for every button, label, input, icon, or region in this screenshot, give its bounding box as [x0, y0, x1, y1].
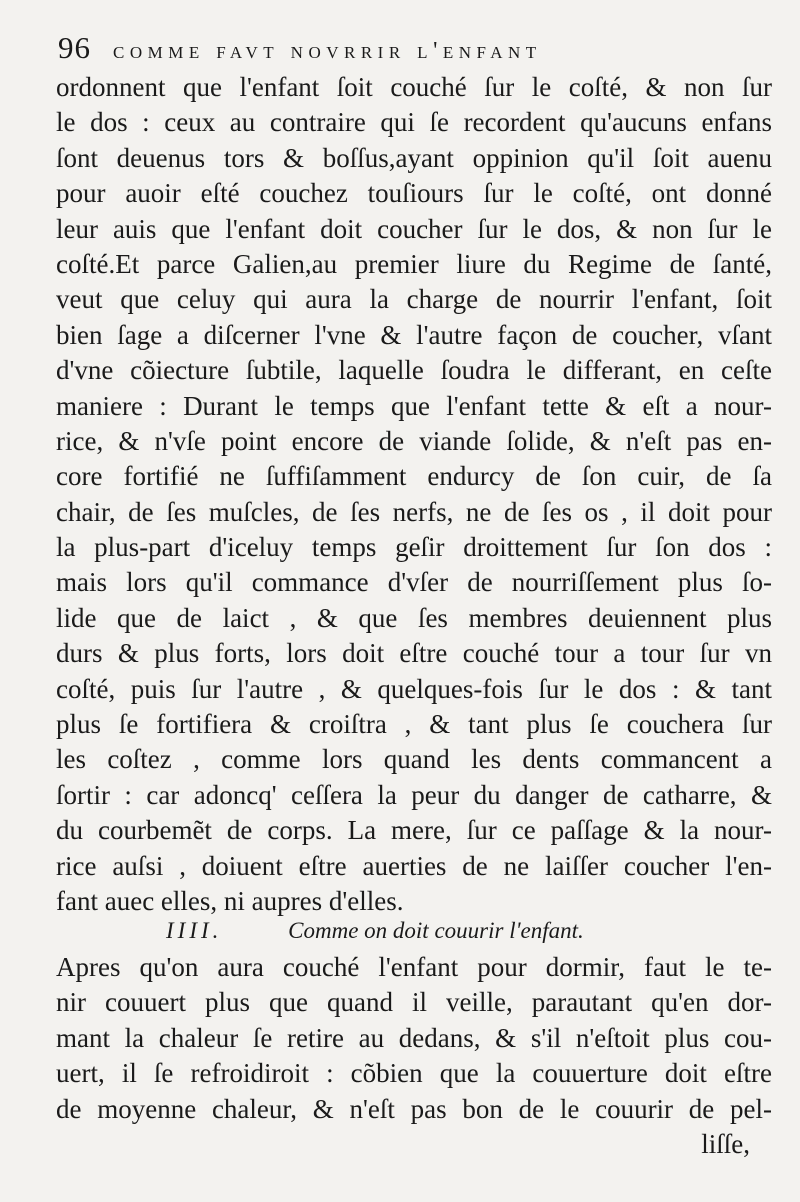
text-line: veut que celuy qui aura la charge de nourrir l'enfant, ſoit: [56, 284, 772, 315]
text-line: maniere : Durant le temps que l'enfant tette & eſt a nour-: [56, 390, 772, 421]
text-line: ſont deuenus tors & boſſus,ayant oppinion qu'il ſoit auenu: [56, 142, 772, 173]
text-line: nir couuert plus que quand il veille, parautant qu'en dor-: [56, 987, 772, 1018]
body-text-continued: [56, 950, 772, 1162]
text-line: le dos : ceux au contraire qui ſe recordent qu'aucuns enfans: [56, 107, 772, 138]
text-line: lide que de laict , & que ſes membres deuiennent plus: [56, 602, 772, 633]
page-header: [58, 30, 778, 66]
text-line: chair, de ſes muſcles, de ſes nerfs, ne de ſes os , il doit pour: [56, 496, 772, 527]
text-line: la plus-part d'iceluy temps geſir droittement ſur ſon dos :: [56, 532, 772, 563]
page-number: 96: [58, 30, 91, 65]
section-numeral: IIII.: [166, 918, 223, 943]
text-line: les coſtez , comme lors quand les dents commancent a: [56, 744, 772, 775]
running-title: comme favt novrrir l'enfant: [113, 38, 542, 64]
text-line: pour auoir eſté couchez touſiours ſur le coſté, ont donné: [56, 178, 772, 209]
text-line: uert, il ſe refroidiroit : cõbien que la couuerture doit eſtre: [56, 1058, 772, 1089]
text-line: Apres qu'on aura couché l'enfant pour dormir, faut le te-: [56, 952, 772, 982]
text-line: ordonnent que l'enfant ſoit couché ſur le coſté, & non ſur: [56, 72, 772, 102]
text-line: rice auſsi , doiuent eſtre auerties de ne laiſſer coucher l'en-: [56, 850, 772, 881]
text-line: d'vne cõiecture ſubtile, laquelle ſoudra le differant, en ceſte: [56, 355, 772, 386]
text-line: du courbemẽt de corps. La mere, ſur ce paſſage & la nour-: [56, 815, 772, 846]
text-line: bien ſage a diſcerner l'vne & l'autre façon de coucher, vſant: [56, 319, 772, 350]
text-line: core fortifié ne ſuffiſamment endurcy de ſon cuir, de ſa: [56, 461, 772, 492]
text-line: de moyenne chaleur, & n'eſt pas bon de le couurir de pel-: [56, 1093, 772, 1124]
section-title: Comme on doit couurir l'enfant.: [288, 918, 584, 943]
text-line-final: liſſe,: [701, 1128, 750, 1159]
section-heading: [166, 918, 686, 944]
text-line: leur auis que l'enfant doit coucher ſur le dos, & non ſur le: [56, 213, 772, 244]
text-line: plus ſe fortifiera & croiſtra , & tant plus ſe couchera ſur: [56, 709, 772, 740]
text-line: coſté.Et parce Galien,au premier liure du Regime de ſanté,: [56, 248, 772, 279]
text-line: rice, & n'vſe point encore de viande ſolide, & n'eſt pas en-: [56, 425, 772, 456]
text-line: mant la chaleur ſe retire au dedans, & s'il n'eſtoit plus cou-: [56, 1022, 772, 1053]
text-line: coſté, puis ſur l'autre , & quelques-fois ſur le dos : & tant: [56, 673, 772, 704]
text-line: durs & plus forts, lors doit eſtre couché tour a tour ſur vn: [56, 638, 772, 669]
text-line: ſortir : car adoncq' ceſſera la peur du danger de catharre, &: [56, 779, 772, 810]
text-line: fant auec elles, ni aupres d'elles.: [56, 885, 404, 916]
body-text: [56, 70, 772, 919]
text-line: mais lors qu'il commance d'vſer de nourriſſement plus ſo-: [56, 567, 772, 598]
